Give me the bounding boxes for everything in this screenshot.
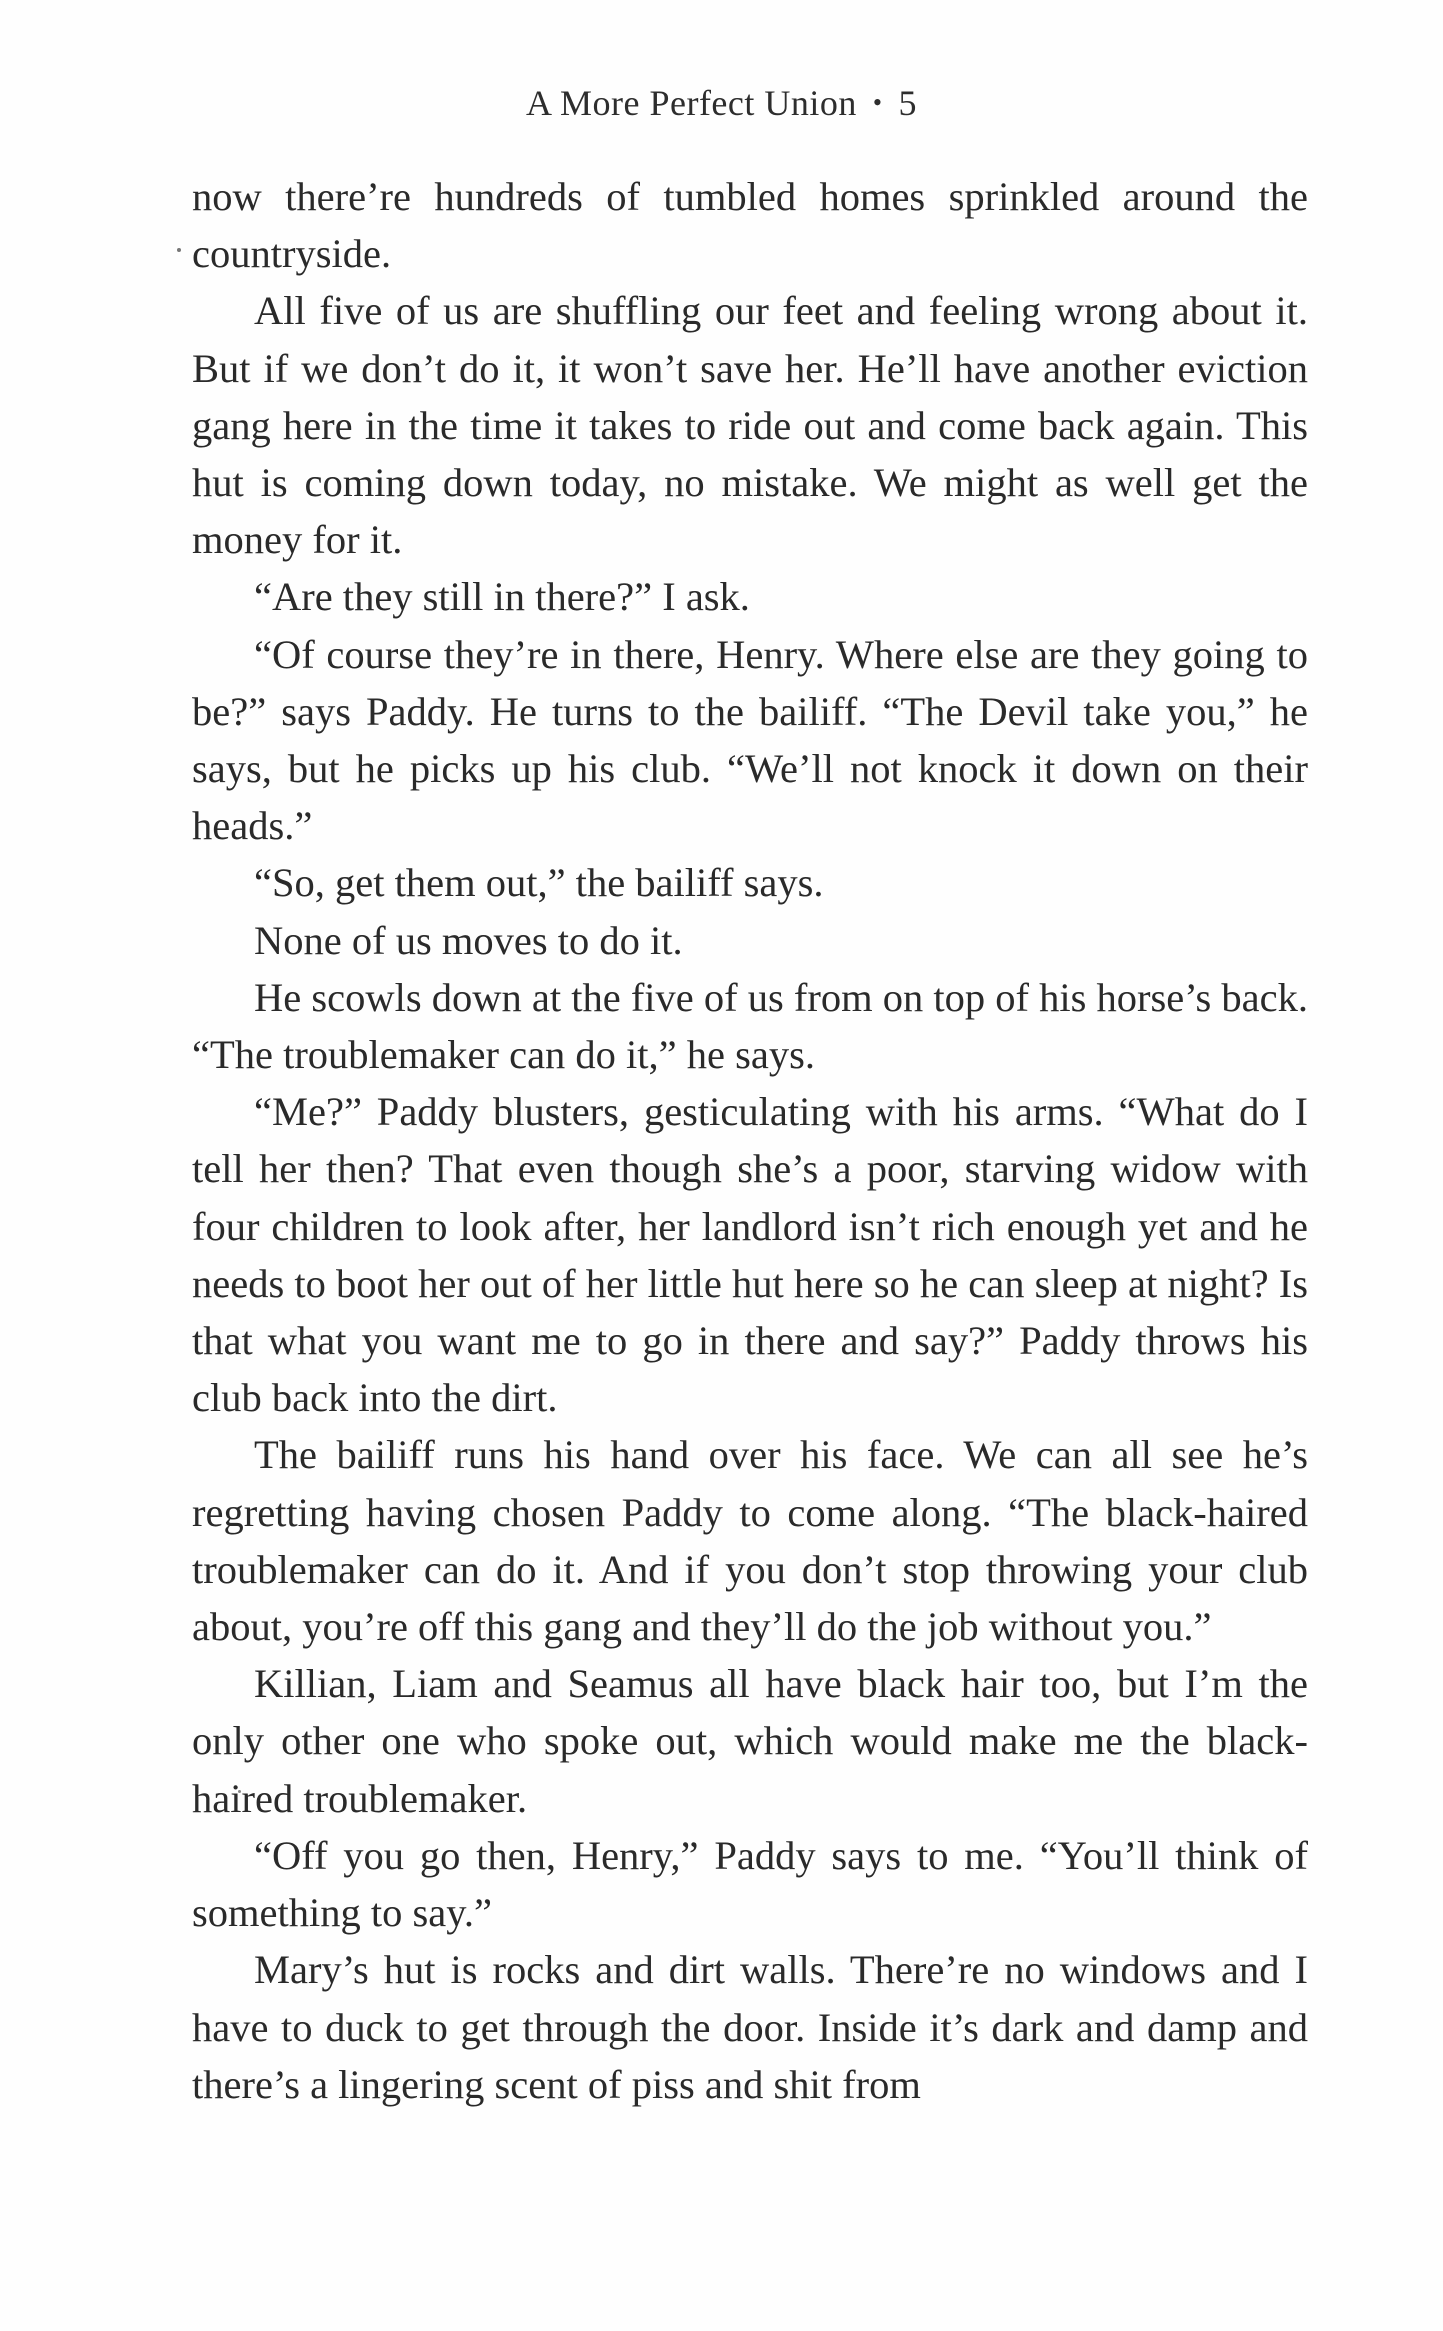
page-number: 5 <box>898 83 918 123</box>
running-head <box>0 82 1443 124</box>
paragraph: The bailiff runs his hand over his face. We can all see he’s regretting having chosen Paddy to come along. “The black-haired troublemaker can do it. And if you don’t stop throwing your club about, you’re off this gang and they’ll do the job without you.” <box>192 1432 1308 1650</box>
paragraph: “Are they still in there?” I ask. <box>254 574 750 620</box>
paragraph: “Me?” Paddy blusters, gesticulating with his arms. “What do I tell her then? That even though she’s a poor, starving widow with four children to look after, her landlord isn’t rich enough yet and he needs to boot her out of her little hut here so he can sleep at night? Is that what you want me to go in there and say?” Paddy throws his club back into the dirt. <box>192 1089 1308 1421</box>
scan-speck <box>177 248 181 252</box>
paragraph: “So, get them out,” the bailiff says. <box>254 860 824 906</box>
paragraph: All five of us are shuffling our feet and feeling wrong about it. But if we don’t do it, it won’t save her. He’ll have another eviction gang here in the time it takes to ride out and come back again. This hut is coming down today, no mistake. We might as well get the money for it. <box>192 288 1308 563</box>
paragraph: Mary’s hut is rocks and dirt walls. There’re no windows and I have to duck to get through the door. Inside it’s dark and damp and there’s a lingering scent of piss and shit from <box>192 1947 1308 2107</box>
paragraph: now there’re hundreds of tumbled homes sprinkled around the countryside. <box>192 174 1308 277</box>
header-separator: • <box>872 88 883 117</box>
body-text <box>192 168 1308 2113</box>
paragraph: Killian, Liam and Seamus all have black hair too, but I’m the only other one who spoke out, which would make me the black-haired troublemaker. <box>192 1661 1308 1821</box>
running-title: A More Perfect Union <box>525 83 857 123</box>
paragraph: “Off you go then, Henry,” Paddy says to me. “You’ll think of something to say.” <box>192 1832 1308 1936</box>
paragraph: “Of course they’re in there, Henry. Where else are they going to be?” says Paddy. He turns to the bailiff. “The Devil take you,” he says, but he picks up his club. “We’ll not knock it down on their heads.” <box>192 631 1308 849</box>
paragraph: None of us moves to do it. <box>254 917 683 963</box>
paragraph: He scowls down at the five of us from on top of his horse’s back. “The troublemaker can do it,” he says. <box>192 974 1308 1078</box>
